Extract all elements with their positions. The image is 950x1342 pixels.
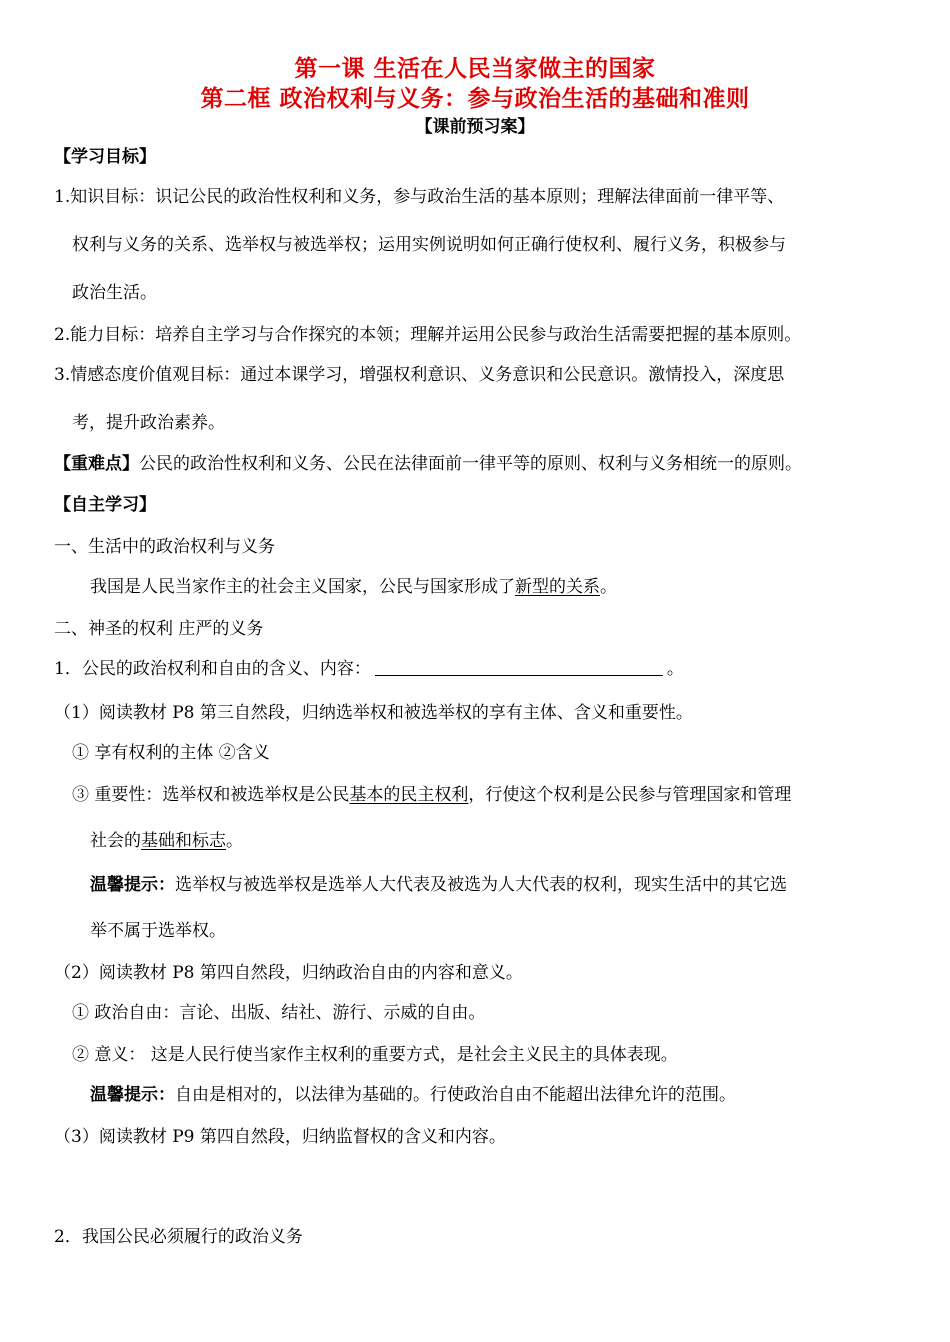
section-one-text bbox=[90, 576, 617, 598]
tip-two bbox=[90, 1084, 736, 1106]
objective-ability: 2.能力目标：培养自主学习与合作探究的本领；理解并运用公民参与政治生活需要把握的基本原则。 bbox=[54, 325, 802, 345]
part-one-prompt: （1）阅读教材 P8 第三自然段，归纳选举权和被选举权的享有主体、含义和重要性。 bbox=[54, 703, 693, 723]
part-two-prompt: （2）阅读教材 P8 第四自然段，归纳政治自由的内容和意义。 bbox=[54, 963, 523, 983]
answer-blank[interactable] bbox=[375, 659, 663, 676]
part-two-item1: ① 政治自由：言论、出版、结社、游行、示威的自由。 bbox=[72, 1003, 486, 1023]
underlined-answer: 基本的民主权利 bbox=[349, 785, 469, 805]
part-three-prompt: （3）阅读教材 P9 第四自然段，归纳监督权的含义和内容。 bbox=[54, 1127, 506, 1147]
key-points bbox=[54, 453, 802, 475]
section-one-title: 一、生活中的政治权利与义务 bbox=[54, 537, 275, 557]
tip-one-line1 bbox=[90, 874, 787, 896]
underlined-answer: 基础和标志 bbox=[141, 831, 226, 851]
text: 。 bbox=[226, 831, 243, 851]
preview-subtitle: 【课前预习案】 bbox=[415, 117, 535, 137]
lesson-title: 第一课 生活在人民当家做主的国家 bbox=[294, 56, 656, 82]
section-two-title: 二、神圣的权利 庄严的义务 bbox=[54, 619, 264, 639]
objectives-heading: 【学习目标】 bbox=[54, 147, 156, 167]
text: 我国是人民当家作主的社会主义国家，公民与国家形成了 bbox=[90, 577, 515, 597]
section-title: 第二框 政治权利与义务：参与政治生活的基础和准则 bbox=[200, 86, 750, 112]
text: ，行使这个权利是公民参与管理国家和管理 bbox=[468, 785, 792, 805]
key-points-label: 【重难点】 bbox=[54, 454, 139, 474]
importance-line1 bbox=[72, 784, 791, 806]
tip-label: 温馨提示： bbox=[90, 1085, 175, 1105]
text: 。 bbox=[666, 659, 684, 679]
tip-text: 自由是相对的，以法律为基础的。行使政治自由不能超出法律允许的范围。 bbox=[175, 1085, 736, 1105]
objective-attitude-line2: 考，提升政治素养。 bbox=[72, 413, 225, 433]
question-text: 1．公民的政治权利和自由的含义、内容： bbox=[54, 659, 371, 679]
part-two-item2: ② 意义： 这是人民行使当家作主权利的重要方式，是社会主义民主的具体表现。 bbox=[72, 1045, 678, 1065]
tip-label: 温馨提示： bbox=[90, 875, 175, 895]
underlined-answer: 新型的关系 bbox=[515, 577, 600, 597]
objective-knowledge-line1: 1.知识目标：识记公民的政治性权利和义务，参与政治生活的基本原则；理解法律面前一律平等、 bbox=[54, 187, 785, 207]
text: ③ 重要性：选举权和被选举权是公民 bbox=[72, 785, 350, 805]
question-one bbox=[54, 658, 684, 680]
objective-attitude-line1: 3.情感态度价值观目标：通过本课学习，增强权利意识、义务意识和公民意识。激情投入，深度思 bbox=[54, 365, 785, 385]
key-points-text: 公民的政治性权利和义务、公民在法律面前一律平等的原则、权利与义务相统一的原则。 bbox=[139, 454, 802, 474]
objective-knowledge-line3: 政治生活。 bbox=[72, 283, 157, 303]
tip-text: 选举权与被选举权是选举人大代表及被选为人大代表的权利，现实生活中的其它选 bbox=[175, 875, 787, 895]
text: 。 bbox=[600, 577, 617, 597]
question-two: 2．我国公民必须履行的政治义务 bbox=[54, 1227, 303, 1247]
tip-one-line2: 举不属于选举权。 bbox=[90, 921, 226, 941]
text: 社会的 bbox=[90, 831, 141, 851]
importance-line2 bbox=[90, 830, 243, 852]
objective-knowledge-line2: 权利与义务的关系、选举权与被选举权；运用实例说明如何正确行使权利、履行义务，积极参与 bbox=[72, 235, 786, 255]
self-study-heading: 【自主学习】 bbox=[54, 495, 156, 515]
part-one-items: ① 享有权利的主体 ②含义 bbox=[72, 743, 270, 763]
